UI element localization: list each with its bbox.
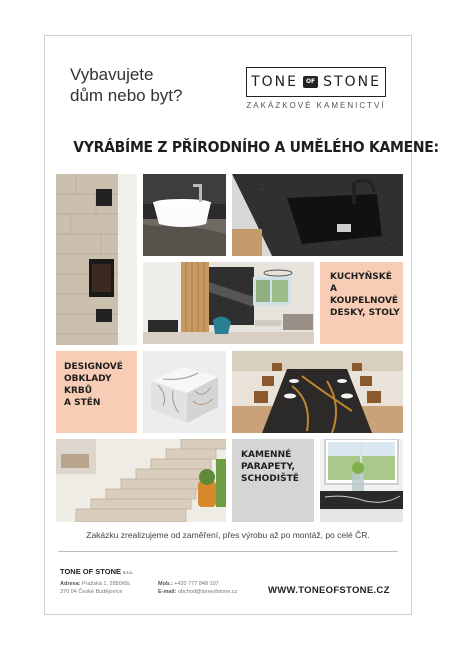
logo [246, 67, 386, 97]
address-line-1: Pražská 1, 2850/6b, [82, 581, 131, 587]
headline-line-1: Vybavujete [70, 65, 154, 84]
tile-fireplace-cladding [56, 351, 137, 433]
tile-kitchen-desks [320, 262, 403, 344]
website-link[interactable]: WWW.TONEOFSTONE.CZ [268, 585, 390, 596]
logo-text-left: TONE [251, 74, 298, 90]
tile-fireplace-cladding-label: DESIGNOVÉ OBKLADY KRBŮ A STĚN [64, 362, 123, 408]
photo-bathroom-sink [143, 174, 226, 256]
logo-subtitle: ZAKÁZKOVÉ KAMENICTVÍ [246, 101, 386, 110]
footer-company-name: TONE OF STONE [60, 567, 121, 576]
photo-marble-block [143, 351, 226, 433]
email-address: obchod@toneofstone.cz [177, 589, 238, 595]
marble-block-image [143, 351, 226, 433]
dining-table-image [232, 351, 403, 433]
footer-contact [158, 580, 237, 596]
photo-kitchen-sink [232, 174, 403, 256]
logo-text-right: STONE [323, 74, 381, 90]
bathroom-sink-image [143, 174, 226, 256]
email-label: E-mail: [158, 589, 177, 595]
mobile-label: Mob.: [158, 581, 173, 587]
headline-line-2: dům nebo byt? [70, 86, 183, 105]
footer-company [60, 567, 133, 576]
tile-stairs-sills-label: KAMENNÉ PARAPETY, SCHODIŠTĚ [241, 450, 299, 484]
footer-address [60, 580, 131, 596]
living-room-image [143, 262, 314, 344]
photo-fireplace-wall [56, 174, 137, 345]
address-label: Adresa: [60, 581, 81, 587]
headline [70, 64, 182, 106]
staircase-image [56, 439, 226, 522]
photo-staircase [56, 439, 226, 522]
footer-company-suffix: s.r.o. [123, 570, 133, 575]
fireplace-wall-image [56, 174, 137, 345]
kitchen-sink-image [232, 174, 403, 256]
tile-stairs-sills [232, 439, 314, 522]
photo-window-sill [320, 439, 403, 522]
footer-divider [58, 551, 398, 552]
tagline: Zakázku zrealizujeme od zaměření, přes výrobu až po montáž, po celé ČR. [86, 530, 370, 540]
main-title: VYRÁBÍME Z PŘÍRODNÍHO A UMĚLÉHO KAMENE: [73, 138, 439, 156]
photo-dining-table [232, 351, 403, 433]
photo-living-room [143, 262, 314, 344]
tile-kitchen-desks-label: KUCHYŇSKÉ A KOUPELNOVÉ DESKY, STOLY [330, 272, 400, 318]
window-sill-image [320, 439, 403, 522]
mobile-number: +420 777 848 107 [174, 581, 219, 587]
address-line-2: 370 04 České Budějovice [60, 589, 123, 595]
logo-of-badge: OF [303, 76, 318, 88]
